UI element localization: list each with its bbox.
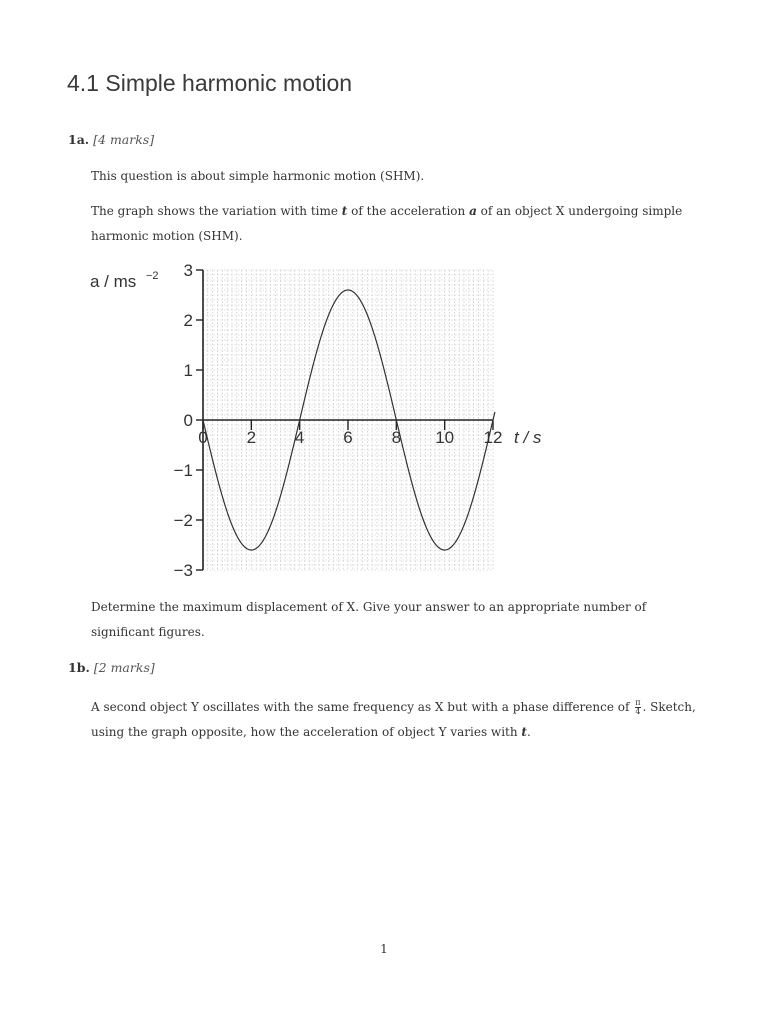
variable-t: t: [341, 204, 348, 218]
question-1b-prompt: [91, 695, 711, 745]
fraction-numerator: π: [635, 698, 641, 707]
x-tick-label: 4: [294, 428, 305, 447]
text-segment: . Sketch, using the graph opposite, how the acceleration of object Y varies with: [91, 700, 696, 739]
text-segment: A second object Y oscillates with the same frequency as X but with a phase difference of: [91, 700, 634, 714]
y-axis-label-superscript: −2: [146, 270, 159, 282]
phase-fraction: [635, 699, 640, 716]
page-number: 1: [380, 942, 388, 956]
question-1a-graph-description: [91, 199, 711, 249]
x-tick-label: 8: [391, 428, 402, 447]
x-axis-label: t / s: [514, 428, 542, 447]
question-number: 1b.: [68, 660, 90, 675]
variable-t: t: [521, 725, 527, 739]
text-segment: The graph shows the variation with time: [91, 204, 342, 218]
page-title: 4.1 Simple harmonic motion: [67, 70, 353, 96]
y-tick-label: 2: [183, 311, 193, 330]
question-number: 1a.: [68, 132, 90, 147]
y-tick-label: 1: [183, 361, 193, 380]
text-segment: of the acceleration: [347, 204, 470, 218]
y-tick-label: 3: [183, 261, 193, 280]
x-tick-label: 0: [198, 428, 208, 447]
question-1a-prompt: Determine the maximum displacement of X. Give your answer to an appropriate number of significant figures.: [91, 600, 647, 639]
y-tick-label: 0: [183, 411, 193, 430]
question-1a-intro: This question is about simple harmonic motion (SHM).: [91, 169, 425, 183]
question-marks: [4 marks]: [93, 132, 155, 147]
acceleration-time-graph: [80, 255, 560, 585]
fraction-denominator: 4: [635, 707, 641, 716]
x-tick-label: 6: [343, 428, 353, 447]
x-tick-label: 2: [246, 428, 257, 447]
question-1b-header: [68, 660, 155, 675]
question-marks: [2 marks]: [93, 660, 155, 675]
question-1a-header: [68, 132, 154, 147]
text-segment: .: [526, 725, 531, 739]
y-tick-label: −2: [173, 511, 193, 530]
text-segment: of an object X undergoing simple harmonic motion (SHM).: [91, 204, 683, 243]
y-tick-label: −3: [173, 561, 193, 580]
y-axis-label: a / ms: [90, 272, 137, 291]
x-tick-label: 12: [483, 428, 503, 447]
y-tick-label: −1: [173, 461, 193, 480]
x-tick-label: 10: [435, 428, 455, 447]
variable-a: a: [469, 204, 477, 218]
